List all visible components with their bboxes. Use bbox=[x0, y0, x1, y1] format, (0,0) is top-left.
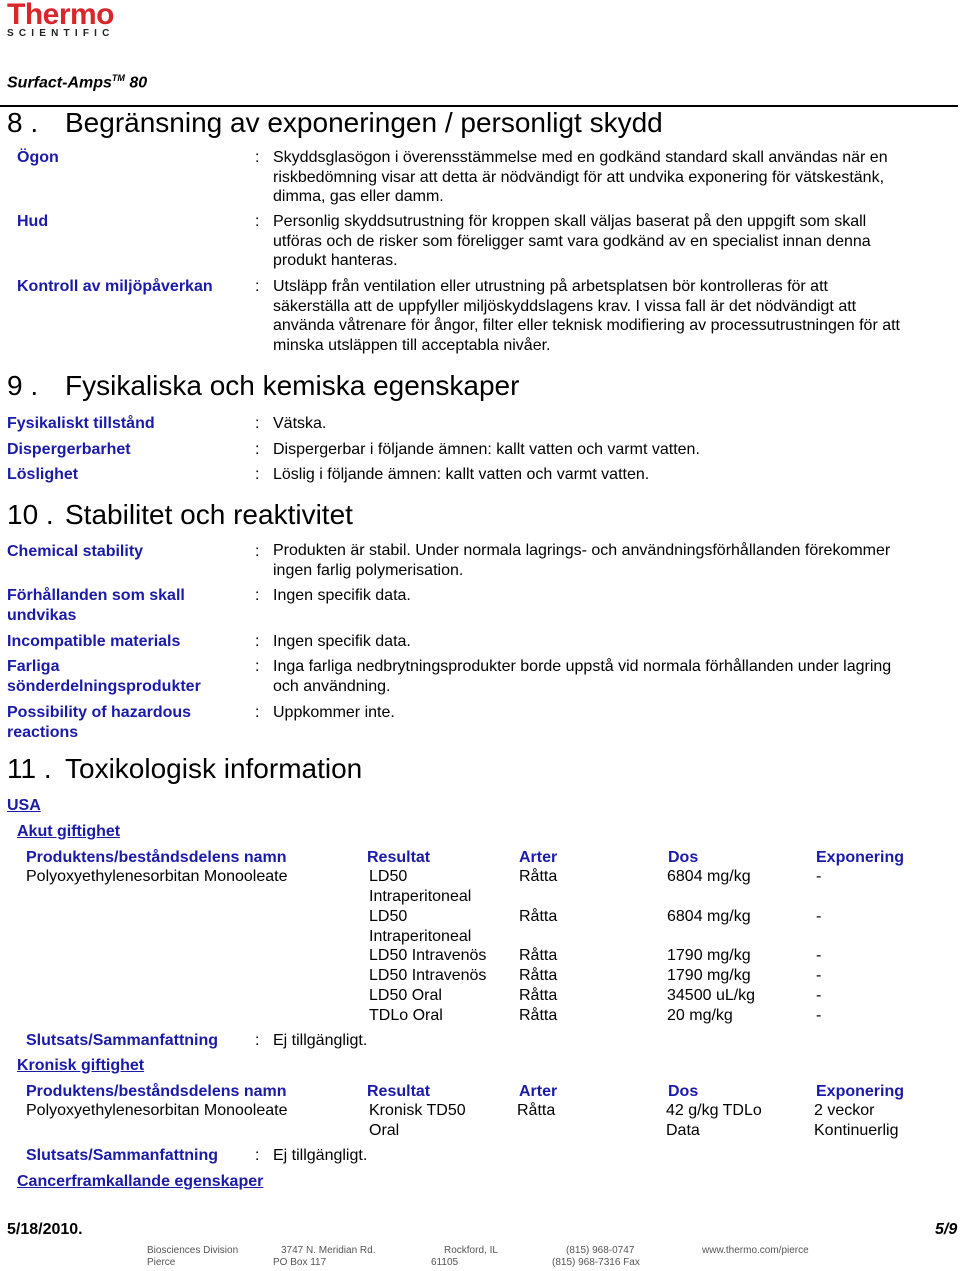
value-solubility: Löslig i följande ämnen: kallt vatten och varmt vatten. bbox=[273, 466, 650, 483]
cell-result bbox=[369, 907, 471, 946]
label-environment: Kontroll av miljöpåverkan bbox=[17, 278, 213, 295]
cell-line: LD50 Intravenös bbox=[369, 947, 487, 964]
cell-dose: 6804 mg/kg bbox=[667, 868, 751, 885]
value-eyes bbox=[273, 148, 888, 207]
colon: : bbox=[255, 466, 260, 483]
text-line: Utsläpp från ventilation eller utrustning på arbetsplatsen bör kontrolleras för att bbox=[273, 278, 828, 295]
cell-exposure: - bbox=[816, 868, 822, 885]
label-dispersibility: Dispergerbarhet bbox=[7, 441, 131, 458]
label-eyes: Ögon bbox=[17, 149, 59, 166]
product-ingredient-name: Polyoxyethylenesorbitan Monooleate bbox=[26, 868, 288, 885]
col-header-exposure: Exponering bbox=[816, 1083, 905, 1100]
cell-species: Råtta bbox=[519, 987, 558, 1004]
cell-dose: 1790 mg/kg bbox=[667, 947, 751, 964]
col-header-dose: Dos bbox=[668, 1083, 699, 1100]
label-line: Förhållanden som skall bbox=[7, 587, 185, 604]
section-title: Fysikaliska och kemiska egenskaper bbox=[65, 370, 520, 401]
col-header-species: Arter bbox=[519, 849, 558, 866]
cell-species: Råtta bbox=[519, 868, 558, 885]
label-line: undvikas bbox=[7, 607, 77, 624]
cell-species: Råtta bbox=[519, 1007, 558, 1024]
section-11-header bbox=[7, 753, 362, 785]
label-skin: Hud bbox=[17, 213, 49, 230]
section-title: Toxikologisk information bbox=[65, 753, 363, 784]
text-line: och användning. bbox=[273, 677, 391, 695]
footer-phone: (815) 968-0747 bbox=[566, 1245, 635, 1256]
label-chemical-stability bbox=[7, 542, 143, 562]
cell-line: Data bbox=[666, 1121, 700, 1139]
chronic-summary-value: Ej tillgängligt. bbox=[273, 1147, 368, 1164]
footer-zip: 61105 bbox=[431, 1257, 459, 1268]
label-line: Incompatible materials bbox=[7, 633, 181, 650]
cell-dose: 1790 mg/kg bbox=[667, 967, 751, 984]
label-physical-state: Fysikaliskt tillstånd bbox=[7, 415, 155, 432]
text-line: säkerställa att de uppfyller miljöskyddslagens krav. I vissa fall är det nödvändigt att bbox=[273, 297, 857, 315]
colon: : bbox=[255, 415, 260, 432]
label-incompatible-materials bbox=[7, 632, 180, 652]
carcinogenic-heading: Cancerframkallande egenskaper bbox=[17, 1173, 264, 1190]
footer-fax: (815) 968-7316 Fax bbox=[552, 1257, 640, 1268]
footer-division: Biosciences Division bbox=[147, 1245, 239, 1256]
logo-wordmark: Thermo bbox=[7, 0, 115, 31]
product-name bbox=[7, 73, 147, 92]
colon: : bbox=[255, 543, 260, 560]
section-number: 11 . bbox=[7, 753, 52, 784]
product-ingredient-name: Polyoxyethylenesorbitan Monooleate bbox=[26, 1102, 288, 1119]
cell-exposure: - bbox=[816, 1007, 822, 1024]
cell-line: Oral bbox=[369, 1121, 400, 1139]
col-header-result: Resultat bbox=[367, 849, 431, 866]
cell-species: Råtta bbox=[519, 908, 558, 925]
acute-summary-label: Slutsats/Sammanfattning bbox=[26, 1032, 219, 1049]
cell-line: LD50 Intravenös bbox=[369, 967, 487, 984]
section-8-header bbox=[7, 107, 663, 139]
value-hazardous-reactions bbox=[273, 703, 395, 723]
colon: : bbox=[255, 633, 260, 650]
col-header-name: Produktens/beståndsdelens namn bbox=[26, 1083, 287, 1100]
col-header-exposure: Exponering bbox=[816, 849, 905, 866]
footer-date: 5/18/2010. bbox=[7, 1221, 83, 1238]
chronic-summary-label: Slutsats/Sammanfattning bbox=[26, 1147, 219, 1164]
value-chemical-stability bbox=[273, 541, 890, 580]
cell-exposure bbox=[814, 1101, 899, 1140]
label-line: sönderdelningsprodukter bbox=[7, 678, 201, 695]
cell-result bbox=[369, 986, 442, 1006]
cell-exposure: - bbox=[816, 908, 822, 925]
footer-pobox: PO Box 117 bbox=[273, 1257, 327, 1268]
text-line: dimma, gas eller damm. bbox=[273, 188, 444, 205]
label-line: Possibility of hazardous bbox=[7, 704, 192, 721]
thermo-logo bbox=[7, 0, 115, 39]
cell-result bbox=[369, 1006, 443, 1026]
trademark-mark: TM bbox=[111, 73, 125, 83]
section-number: 10 . bbox=[7, 499, 54, 530]
colon: : bbox=[255, 1147, 260, 1164]
cell-dose: 20 mg/kg bbox=[667, 1007, 733, 1024]
cell-line: Intraperitoneal bbox=[369, 887, 472, 905]
label-line: Chemical stability bbox=[7, 543, 144, 560]
cell-line: LD50 Oral bbox=[369, 987, 442, 1004]
text-line: Skyddsglasögon i överensstämmelse med en godkänd standard skall användas när en bbox=[273, 149, 888, 166]
cell-exposure: - bbox=[816, 987, 822, 1004]
colon: : bbox=[255, 278, 260, 295]
colon: : bbox=[255, 149, 260, 166]
cell-species: Råtta bbox=[519, 947, 558, 964]
label-line: Farliga bbox=[7, 658, 60, 675]
colon: : bbox=[255, 587, 260, 604]
cell-dose bbox=[666, 1101, 762, 1140]
label-conditions-to-avoid bbox=[7, 586, 185, 626]
product-name-number: 80 bbox=[129, 74, 148, 92]
cell-exposure: - bbox=[816, 967, 822, 984]
text-line: Personlig skyddsutrustning för kroppen skall väljas baserat på den uppgift som skall bbox=[273, 213, 867, 230]
text-line: utföras och de risker som föreligger samt vara godkänd av en specialist innan denna bbox=[273, 232, 871, 250]
value-environment bbox=[273, 277, 900, 355]
col-header-name: Produktens/beståndsdelens namn bbox=[26, 849, 287, 866]
value-dispersibility: Dispergerbar i följande ämnen: kallt vatten och varmt vatten. bbox=[273, 441, 700, 458]
colon: : bbox=[255, 658, 260, 675]
text-line: Inga farliga nedbrytningsprodukter borde uppstå vid normala förhållanden under lagring bbox=[273, 658, 892, 675]
cell-line: 2 veckor bbox=[814, 1102, 875, 1119]
section-9-header bbox=[7, 370, 519, 402]
value-skin bbox=[273, 212, 871, 271]
footer-page-number: 5/9 bbox=[935, 1221, 958, 1238]
col-header-dose: Dos bbox=[668, 849, 699, 866]
value-conditions-to-avoid bbox=[273, 586, 411, 606]
section-number: 8 . bbox=[7, 107, 39, 138]
label-decomposition-products bbox=[7, 657, 201, 697]
colon: : bbox=[255, 1032, 260, 1049]
label-hazardous-reactions bbox=[7, 703, 191, 743]
text-line: Uppkommer inte. bbox=[273, 704, 395, 721]
value-physical-state: Vätska. bbox=[273, 415, 327, 432]
footer-street: 3747 N. Meridian Rd. bbox=[281, 1245, 376, 1256]
section-title: Stabilitet och reaktivitet bbox=[65, 499, 353, 530]
footer-website: www.thermo.com/pierce bbox=[702, 1245, 809, 1256]
acute-summary-value: Ej tillgängligt. bbox=[273, 1032, 368, 1049]
text-line: ingen farlig polymerisation. bbox=[273, 561, 464, 579]
cell-line: LD50 bbox=[369, 868, 408, 885]
cell-result bbox=[369, 867, 471, 906]
cell-line: TDLo Oral bbox=[369, 1007, 443, 1024]
logo-subtitle: SCIENTIFIC bbox=[7, 28, 115, 39]
col-header-result: Resultat bbox=[367, 1083, 431, 1100]
footer-city: Rockford, IL bbox=[444, 1245, 498, 1256]
text-line: riskbedömning visar att detta är nödvändigt för att undvika exponering för vätskestänk, bbox=[273, 168, 885, 186]
footer-company: Pierce bbox=[147, 1257, 176, 1268]
colon: : bbox=[255, 213, 260, 230]
cell-dose: 6804 mg/kg bbox=[667, 908, 751, 925]
colon: : bbox=[255, 704, 260, 721]
col-header-species: Arter bbox=[519, 1083, 558, 1100]
cell-line: LD50 bbox=[369, 908, 408, 925]
label-solubility: Löslighet bbox=[7, 466, 79, 483]
cell-line: Kronisk TD50 bbox=[369, 1102, 466, 1119]
cell-result bbox=[369, 966, 486, 986]
cell-line: Kontinuerlig bbox=[814, 1121, 899, 1139]
chronic-toxicity-heading: Kronisk giftighet bbox=[17, 1057, 145, 1074]
colon: : bbox=[255, 441, 260, 458]
cell-result bbox=[369, 946, 486, 966]
cell-line: Intraperitoneal bbox=[369, 927, 472, 945]
text-line: produkt hanteras. bbox=[273, 252, 398, 269]
text-line: Ingen specifik data. bbox=[273, 587, 411, 604]
text-line: minska utsläppen till acceptabla nivåer. bbox=[273, 336, 551, 354]
section-title: Begränsning av exponeringen / personligt skydd bbox=[65, 107, 663, 138]
text-line: Produkten är stabil. Under normala lagrings- och användningsförhållanden förekommer bbox=[273, 542, 891, 559]
value-decomposition-products bbox=[273, 657, 891, 696]
region-heading: USA bbox=[7, 797, 41, 814]
cell-line: 42 g/kg TDLo bbox=[666, 1102, 762, 1119]
value-incompatible-materials bbox=[273, 632, 411, 652]
cell-result bbox=[369, 1101, 466, 1140]
cell-exposure: - bbox=[816, 947, 822, 964]
section-number: 9 . bbox=[7, 370, 39, 401]
cell-dose: 34500 uL/kg bbox=[667, 987, 756, 1004]
section-10-header bbox=[7, 499, 353, 531]
product-name-text: Surfact-Amps bbox=[7, 74, 112, 92]
text-line: använda våtrenare för ångor, filter eller teknisk modifiering av processutrustningen för att bbox=[273, 317, 900, 334]
text-line: Ingen specifik data. bbox=[273, 633, 411, 650]
acute-toxicity-heading: Akut giftighet bbox=[17, 823, 121, 840]
label-line: reactions bbox=[7, 724, 79, 741]
cell-species: Råtta bbox=[519, 967, 558, 984]
cell-species: Råtta bbox=[517, 1102, 556, 1119]
